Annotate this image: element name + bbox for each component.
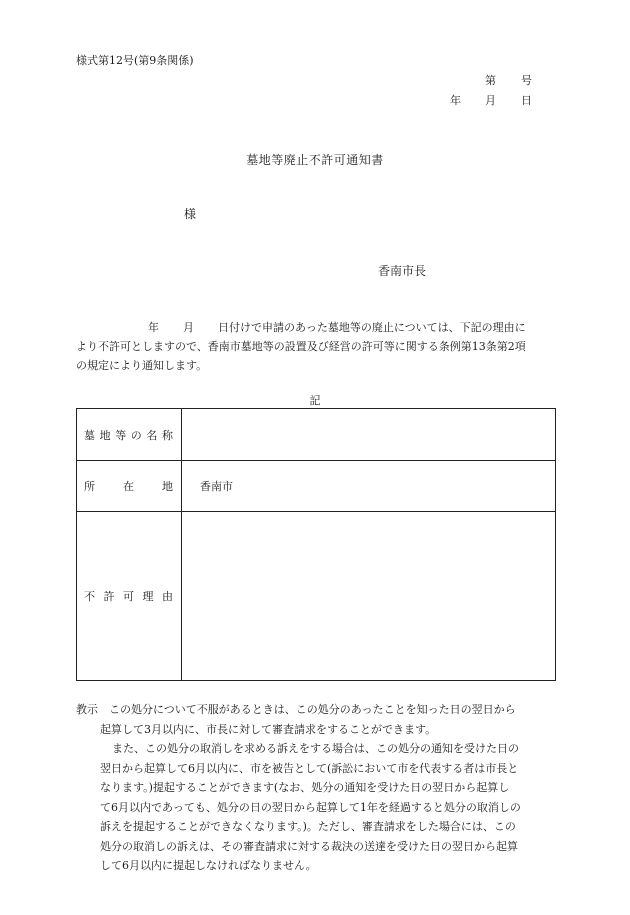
label-char: 許 [103, 590, 115, 603]
label-cemetery-name [77, 427, 181, 443]
notice-line-4: 翌日から起算して6月以内に、市を被告として(訴訟において市を代表する者は市長と [100, 761, 519, 775]
notice-line-9: して6月以内に提起しなければなりません。 [100, 859, 317, 872]
label-char: 等 [115, 428, 127, 442]
doc-number-suffix: 号 [521, 74, 532, 87]
label-char: 理 [142, 590, 154, 603]
label-char: の [130, 428, 142, 442]
value-cell-refusal-reason [182, 512, 556, 681]
issuer-name: 香南市長 [378, 264, 427, 278]
body-line-3: の規定により通知します。 [76, 359, 208, 372]
ki-heading: 記 [309, 394, 321, 407]
label-char: 地 [99, 428, 111, 442]
form-number: 様式第12号(第9条関係) [76, 54, 194, 67]
notification-body [76, 318, 556, 375]
notice-line-8: 処分の取消しの訴えは、その審査請求に対する裁決の送達を受けた日の翌日から起算 [100, 839, 518, 853]
body-month-label: 月 [183, 321, 194, 334]
label-char: 地 [162, 480, 173, 493]
label-cell-refusal-reason [77, 512, 182, 681]
label-refusal-reason [77, 588, 181, 604]
label-char: 称 [161, 428, 173, 442]
notice-line-5: なります。)提起することができます(なお、処分の通知を受けた日の翌日から起算し [100, 781, 510, 794]
date-month-label: 月 [485, 94, 496, 107]
label-cell-cemetery-name [77, 409, 182, 461]
appeal-notice [76, 700, 560, 876]
label-char: 不 [84, 590, 95, 603]
body-line-2: より不許可としますので、香南市墓地等の設置及び経営の許可等に関する条例第13条第2項 [76, 340, 526, 353]
notice-line-3: また、この処分の取消しを求める訴えをする場合は、この処分の通知を受けた日の [112, 742, 519, 755]
label-char: 名 [146, 428, 158, 442]
label-char: 可 [123, 590, 134, 603]
table-row-cemetery-name [77, 409, 556, 461]
addressee-honorific: 様 [184, 207, 197, 221]
notice-line-2: 起算して3月以内に、市長に対して審査請求をすることができます。 [100, 722, 437, 736]
notice-line-1: 教示 この処分について不服があるときは、この処分のあったことを知った日の翌日から [76, 703, 516, 716]
body-year-label: 年 [148, 321, 159, 334]
value-cell-cemetery-name [182, 409, 556, 461]
value-location: 香南市 [200, 480, 233, 493]
label-char: 由 [162, 590, 173, 603]
table-row-refusal-reason [77, 512, 556, 681]
label-cell-location [77, 461, 182, 512]
details-table [76, 408, 556, 681]
notice-line-6: て6月以内であっても、処分の日の翌日から起算して1年を経過すると処分の取消しの [100, 800, 521, 814]
document-title: 墓地等廃止不許可通知書 [246, 153, 384, 167]
value-cell-location [182, 461, 556, 512]
notice-line-7: 訴えを提起することができなくなります。)。ただし、審査請求をした場合には、この [100, 820, 516, 833]
date-day-label: 日 [521, 94, 532, 107]
label-char: 所 [84, 480, 95, 493]
label-location [77, 478, 181, 494]
body-line-1-text: 日付けで申請のあった墓地等の廃止については、下記の理由に [218, 321, 526, 334]
table-row-location [77, 461, 556, 512]
label-char: 墓 [84, 428, 95, 442]
label-char: 在 [123, 480, 134, 493]
doc-number-prefix: 第 [485, 74, 496, 87]
date-year-label: 年 [450, 94, 461, 107]
body-line-1 [76, 318, 556, 337]
